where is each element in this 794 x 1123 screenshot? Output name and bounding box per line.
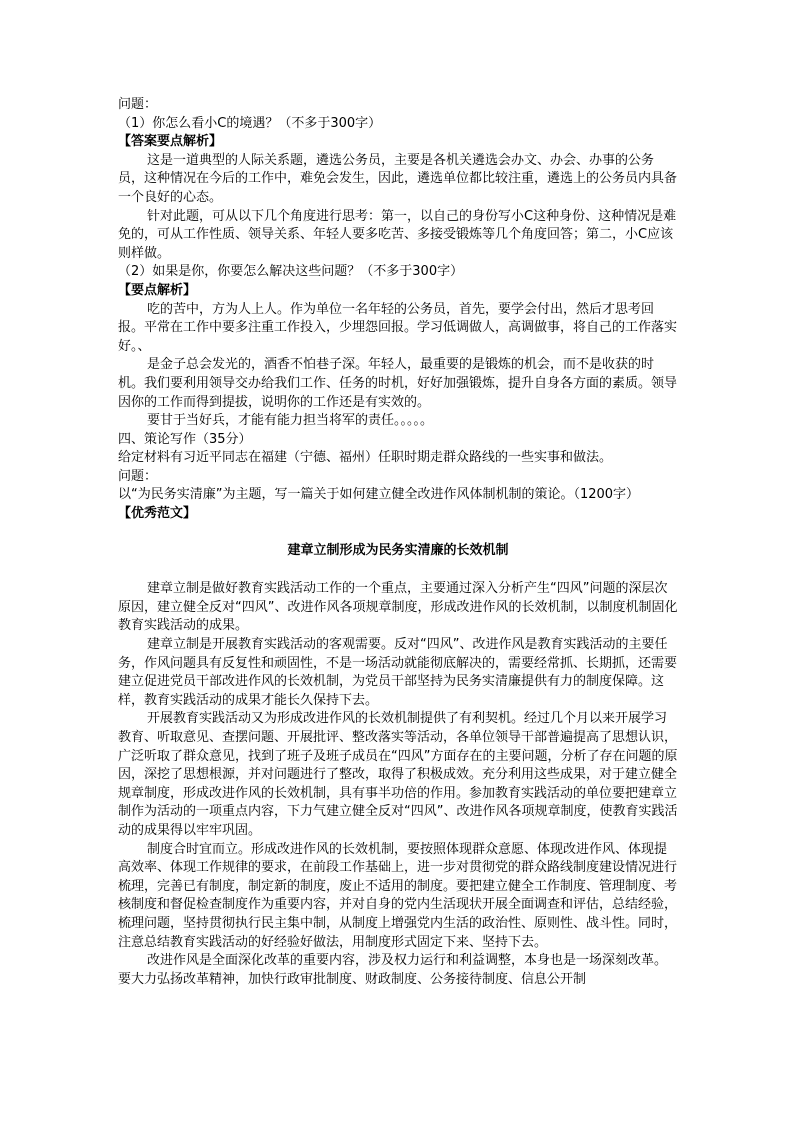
essay-title: 建章立制形成为民务实清廉的长效机制 [287,542,509,558]
question-label: 问题： [118,97,158,112]
essay-paragraph-5: 改进作风是全面深化改革的重要内容，涉及权力运行和利益调整，本身也是一场深刻改革。要大力弘扬改革精神，加快行政审批制度、财政制度、公务接待制度、信息公开制 [118,953,668,987]
document-page [118,96,678,989]
sample-essay-heading: 【优秀范文】 [118,506,197,522]
essay-paragraph-2: 建章立制是开展教育实践活动的客观需要。反对“四风”、改进作风是教育实践活动的主要任务，作风问题具有反复性和顽固性，不是一场活动就能彻底解决的，需要经常抓、长期抓，还需要建立促进党员干部改进作风的长效机制，为党员干部坚持为民务实清廉提供有力的制度保障。这样，教育实践活动的成果才能长久保持下去。 [118,637,678,708]
answer-paragraph-2: 针对此题，可从以下几个角度进行思考：第一，以自己的身份写小C这种身份、这种情况是难免的，可从工作性质、领导关系、年轻人要多吃苦、多接受锻炼等几个角度回答；第二，小C应该则样做。 [118,208,677,261]
key-paragraph-1: 吃的苦中，方为人上人。作为单位一名年轻的公务员，首先，要学会付出，然后才思考回报。平常在工作中要多注重工作投入，少埋怨回报。学习低调做人，高调做事，将自己的工作落实好。、 [118,301,678,354]
question-2: （2）如果是你，你要怎么解决这些问题？（不多于300字） [118,264,464,280]
question-1: （1）你怎么看小C的境遇？（不多于300字） [118,115,382,131]
section-4-heading: 四、策论写作（35分） [118,431,252,447]
answer-heading: 【答案要点解析】 [118,134,223,150]
answer-paragraph-1: 这是一道典型的人际关系题，遴选公务员，主要是各机关遴选会办文、办会、办事的公务员，这种情况在今后的工作中，难免会发生，因此，遴选单位都比较注重，遴选上的公务员内具备一个良好的心态。 [118,152,678,205]
essay-paragraph-1: 建章立制是做好教育实践活动工作的一个重点，主要通过深入分析产生“四风”问题的深层次原因，建立健全反对“四风”、改进作风各项规章制度，形成改进作风的长效机制，以制度机制固化教育实践活动的成果。 [118,581,678,634]
key-paragraph-2: 是金子总会发光的，酒香不怕巷子深。年轻人，最重要的是锻炼的机会，而不是收获的时机。我们要利用领导交办给我们工作、任务的时机，好好加强锻炼，提升自身各方面的素质。领导因你的工作而得到提拔，说明你的工作还是有实效的。 [118,357,678,410]
essay-paragraph-3: 开展教育实践活动又为形成改进作风的长效机制提供了有利契机。经过几个月以来开展学习教育、听取意见、查摆问题、开展批评、整改落实等活动，各单位领导干部普遍提高了思想认识，广泛听取了群众意见，找到了班子及班子成员在“四风”方面存在的主要问题，分析了存在问题的原因，深挖了思想根源，并对问题进行了整改，取得了积极成效。充分利用这些成果，对于建立健全规章制度，形成改进作风的长效机制，具有事半功倍的作用。参加教育实践活动的单位要把建章立制作为活动的一项重点内容，下力气建立健全反对“四风”、改进作风各项规章制度，使教育实践活动的成果得以牢牢巩固。 [118,711,678,838]
key-points-heading: 【要点解析】 [118,282,197,298]
question-label-2: 问题： [118,468,158,484]
essay-paragraph-4: 制度合时宜而立。形成改进作风的长效机制，要按照体现群众意愿、体现改进作风、体现提高效率、体现工作规律的要求，在前段工作基础上，进一步对贯彻党的群众路线制度建设情况进行梳理，完善已有制度，制定新的制度，废止不适用的制度。要把建立健全工作制度、管理制度、考核制度和督促检查制度作为重要内容，并对自身的党内生活现状开展全面调查和评估，总结经验，梳理问题，坚持贯彻执行民主集中制，从制度上增强党内生活的政治性、原则性、战斗性。同时，注意总结教育实践活动的好经验好做法，用制度形式固定下来、坚持下去。 [118,841,678,950]
essay-prompt: 以“为民务实清廉”为主题，写一篇关于如何建立健全改进作风体制机制的策论。（1200字） [118,487,640,503]
section-4-material: 给定材料有习近平同志在福建（宁德、福州）任职时期走群众路线的一些实事和做法。 [118,450,613,466]
key-paragraph-3: 要甘于当好兵，才能有能力担当将军的责任。。。。。 [147,413,434,429]
